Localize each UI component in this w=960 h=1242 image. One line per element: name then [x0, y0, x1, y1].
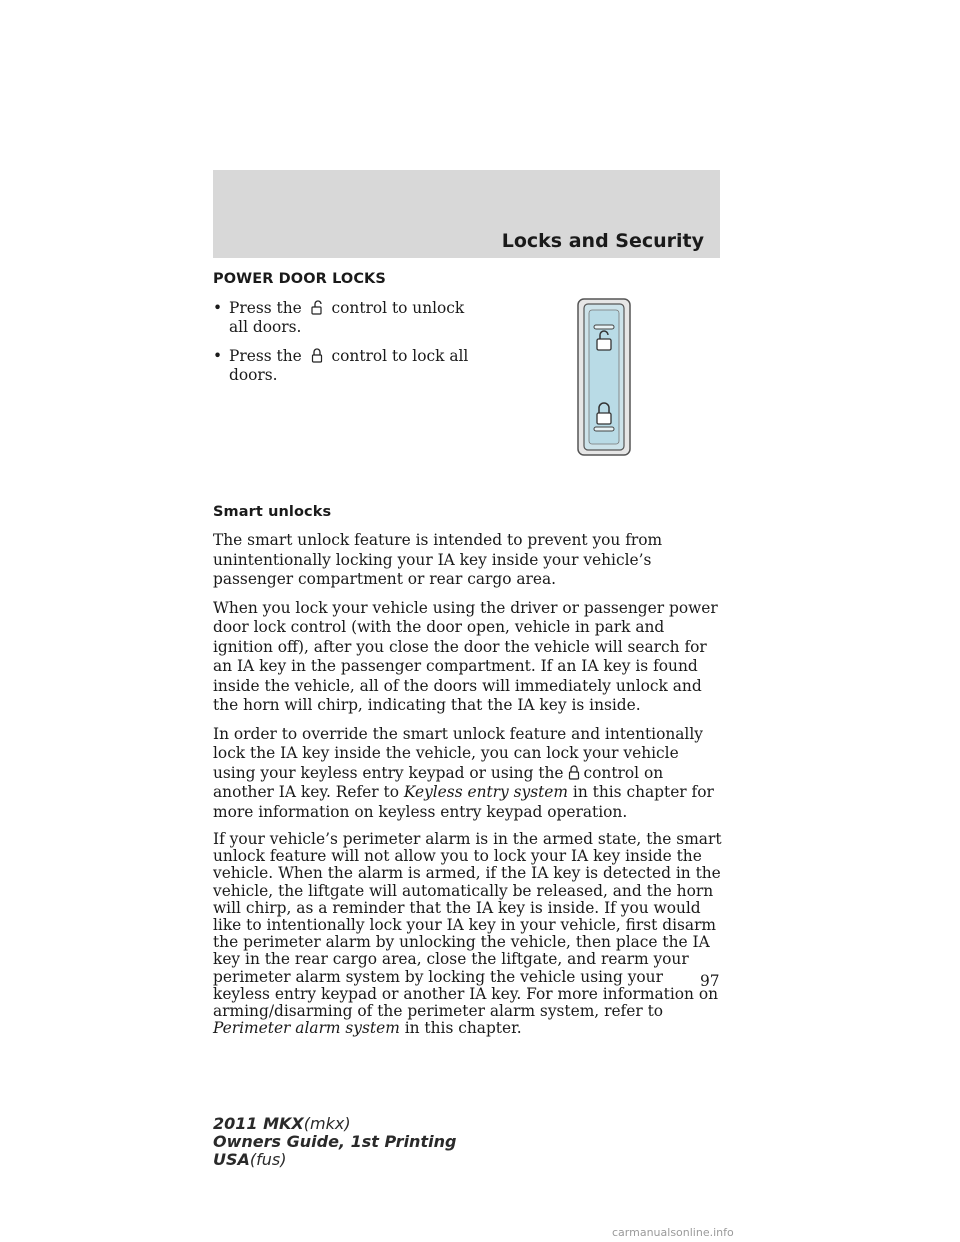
lock-icon: [310, 347, 324, 363]
footer-line: 2011 MKX(mkx): [213, 1114, 351, 1133]
lock-icon: [567, 764, 581, 780]
list-item: • Press the control to lock all doors.: [213, 346, 469, 384]
paragraph: In order to override the smart unlock feature and intentionally lock the IA key inside the vehicle, you can lock your vehicle using your keyless entry keypad or using the control on another IA key. Refer to Keyless entry system in this chapter for more information on keyless entry keypad operation.: [213, 724, 714, 821]
page-content: [213, 270, 723, 1046]
power-lock-bullets: [213, 299, 473, 386]
footer-line: USA(fus): [213, 1150, 287, 1169]
section-heading-power-door-locks: POWER DOOR LOCKS: [213, 271, 386, 287]
section-heading-smart-unlocks: Smart unlocks: [213, 503, 332, 520]
bullet-dot: •: [213, 298, 223, 317]
unlock-icon: [310, 299, 324, 315]
cross-reference-keyless-entry: Keyless entry system: [403, 783, 569, 801]
paragraph: If your vehicle’s perimeter alarm is in the armed state, the smart unlock feature will not allow you to lock your IA key inside the vehicle. When the alarm is armed, if the IA key is detected in the vehicle, the liftgate will automatically be released, and the horn will chirp, as a reminder that the IA key is inside. If you would like to intentionally lock your IA key in your vehicle, first disarm the perimeter alarm by unlocking the vehicle, then place the IA key in the rear cargo area, close the liftgate, and rearm your perimeter alarm system by locking the vehicle using your keyless entry keypad or another IA key. For more information on arming/disarming of the perimeter alarm system, refer to Perimeter alarm system in this chapter.: [213, 830, 722, 1038]
watermark: carmanualsonline.info: [612, 1226, 734, 1239]
page-number: 97: [700, 972, 720, 990]
list-item: • Press the control to unlock all doors.: [213, 298, 465, 336]
cross-reference-perimeter-alarm: Perimeter alarm system: [213, 1019, 400, 1038]
paragraph: The smart unlock feature is intended to prevent you from unintentionally locking your IA key inside your vehicle’s passenger compartment or rear cargo area.: [213, 531, 663, 588]
footer-line: Owners Guide, 1st Printing: [213, 1132, 457, 1151]
chapter-header-band: [213, 170, 720, 258]
bullet-dot: •: [213, 346, 223, 365]
paragraph: When you lock your vehicle using the driver or passenger power door lock control (with the door open, vehicle in park and ignition off), after you close the door the vehicle will search for an IA key in the passenger compartment. If an IA key is found inside the vehicle, all of the doors will immediately unlock and the horn will chirp, indicating that the IA key is inside.: [213, 598, 718, 714]
chapter-title: Locks and Security: [501, 230, 704, 252]
footer-edition-info: [213, 1115, 456, 1169]
smart-unlocks-section: [213, 503, 723, 1038]
